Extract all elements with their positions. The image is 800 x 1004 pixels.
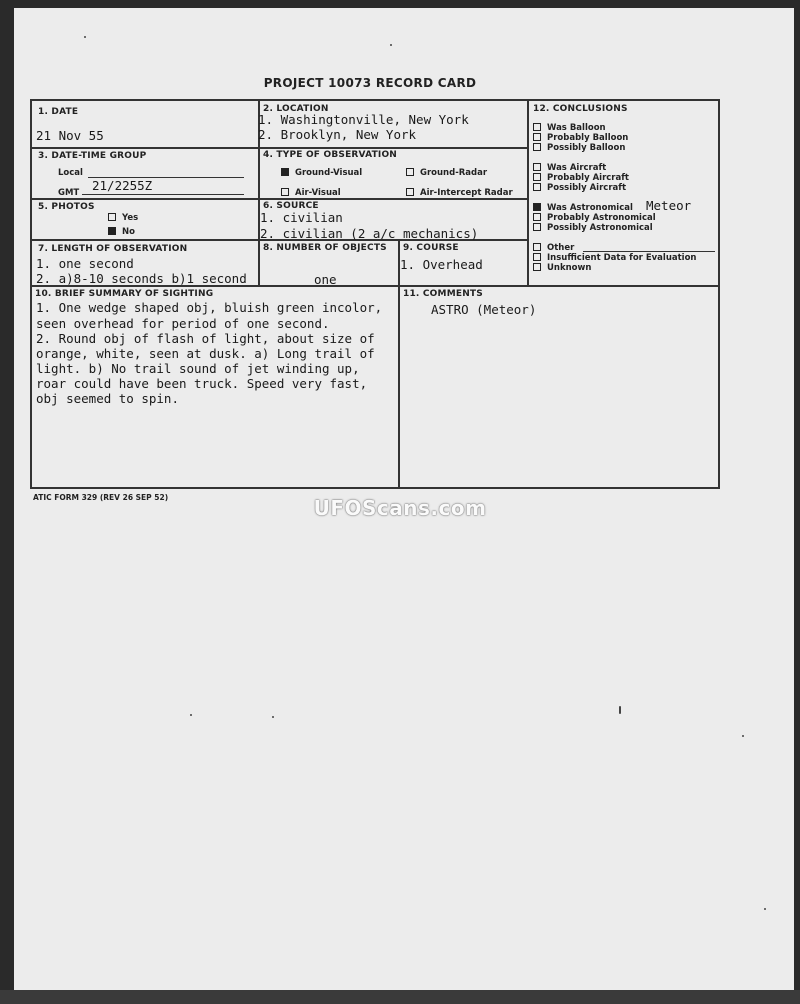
source-line-2: 2. civilian (2 a/c mechanics) (260, 226, 479, 241)
scan-speck (272, 716, 274, 718)
watermark: UFOScans.com (313, 496, 487, 520)
photos-option-no: No (108, 227, 135, 237)
location-line-1: 1. Washingtonville, New York (258, 112, 469, 127)
checkbox-icon (533, 213, 541, 221)
checkbox-icon (533, 223, 541, 231)
checked-checkbox-icon (108, 227, 116, 235)
type-of-observation-label: 4. TYPE OF OBSERVATION (263, 150, 398, 160)
conclusion-was-aircraft: Was Aircraft (533, 163, 606, 173)
photos-label: 5. PHOTOS (38, 202, 95, 212)
summary-line-7: obj seemed to spin. (36, 391, 179, 406)
checkbox-icon (533, 123, 541, 131)
summary-line-6: roar could have been truck. Speed very fast, (36, 376, 368, 391)
checked-checkbox-icon (281, 168, 289, 176)
conclusion-insufficient-data: Insufficient Data for Evaluation (533, 253, 697, 263)
scan-speck (190, 714, 192, 716)
scan-speck (764, 908, 766, 910)
checkbox-icon (533, 253, 541, 261)
date-value: 21 Nov 55 (36, 128, 104, 143)
source-line-1: 1. civilian (260, 210, 343, 225)
comments-value: ASTRO (Meteor) (431, 302, 537, 317)
scan-speck (742, 735, 744, 737)
conclusion-probably-aircraft: Probably Aircraft (533, 173, 629, 183)
divider (398, 285, 400, 489)
conclusion-unknown: Unknown (533, 263, 591, 273)
checkbox-icon (533, 263, 541, 271)
conclusion-was-astronomical: Was Astronomical (533, 203, 633, 213)
conclusion-was-balloon: Was Balloon (533, 123, 606, 133)
summary-line-5: light. b) No trail sound of jet winding up, (36, 361, 360, 376)
source-label: 6. SOURCE (263, 201, 319, 211)
checkbox-icon (108, 213, 116, 221)
scan-edge (0, 990, 800, 1004)
scan-speck (390, 44, 392, 46)
card-title: PROJECT 10073 RECORD CARD (263, 76, 477, 90)
summary-line-2: seen overhead for period of one second. (36, 316, 330, 331)
conclusion-annotation: Meteor (646, 198, 692, 213)
checkbox-icon (406, 168, 414, 176)
location-line-2: 2. Brooklyn, New York (258, 127, 417, 142)
conclusion-possibly-aircraft: Possibly Aircraft (533, 183, 626, 193)
brief-summary-label: 10. BRIEF SUMMARY OF SIGHTING (35, 289, 214, 299)
conclusion-possibly-astronomical: Possibly Astronomical (533, 223, 653, 233)
number-of-objects-label: 8. NUMBER OF OBJECTS (263, 243, 387, 253)
divider (527, 101, 529, 285)
local-label: Local (58, 168, 83, 178)
gmt-value: 21/2255Z (92, 178, 153, 193)
date-time-group-label: 3. DATE-TIME GROUP (38, 151, 147, 161)
course-value: 1. Overhead (400, 257, 483, 272)
checked-checkbox-icon (533, 203, 541, 211)
summary-line-3: 2. Round obj of flash of light, about size of (36, 331, 375, 346)
conclusion-other: Other (533, 243, 574, 253)
other-underline (583, 251, 715, 252)
length-line-1: 1. one second (36, 256, 134, 271)
observation-option-ground-visual: Ground-Visual (281, 168, 362, 178)
number-of-objects-value: one (314, 272, 337, 287)
checkbox-icon (533, 183, 541, 191)
observation-option-air-visual: Air-Visual (281, 188, 341, 198)
checkbox-icon (281, 188, 289, 196)
date-label: 1. DATE (38, 107, 79, 117)
checkbox-icon (533, 143, 541, 151)
summary-line-1: 1. One wedge shaped obj, bluish green incolor, (36, 300, 383, 315)
length-of-observation-label: 7. LENGTH OF OBSERVATION (38, 244, 188, 254)
length-line-2: 2. a)8-10 seconds b)1 second (36, 271, 247, 286)
course-label: 9. COURSE (403, 243, 459, 253)
observation-option-air-intercept-radar: Air-Intercept Radar (406, 188, 513, 198)
checkbox-icon (533, 133, 541, 141)
photos-option-yes: Yes (108, 213, 138, 223)
checkbox-icon (533, 243, 541, 251)
form-footer: ATIC FORM 329 (REV 26 SEP 52) (33, 493, 169, 502)
location-label: 2. LOCATION (263, 104, 329, 114)
divider (32, 147, 528, 149)
conclusion-probably-astronomical: Probably Astronomical (533, 213, 656, 223)
checkbox-icon (533, 163, 541, 171)
scan-speck (619, 706, 621, 714)
conclusion-probably-balloon: Probably Balloon (533, 133, 628, 143)
gmt-underline (82, 194, 244, 195)
checkbox-icon (533, 173, 541, 181)
summary-line-4: orange, white, seen at dusk. a) Long trail of (36, 346, 375, 361)
record-card (30, 99, 720, 489)
divider (32, 198, 528, 200)
scan-speck (84, 36, 86, 38)
conclusion-possibly-balloon: Possibly Balloon (533, 143, 625, 153)
comments-label: 11. COMMENTS (403, 289, 483, 299)
checkbox-icon (406, 188, 414, 196)
observation-option-ground-radar: Ground-Radar (406, 168, 487, 178)
gmt-label: GMT (58, 188, 80, 198)
conclusions-label: 12. CONCLUSIONS (533, 104, 628, 114)
